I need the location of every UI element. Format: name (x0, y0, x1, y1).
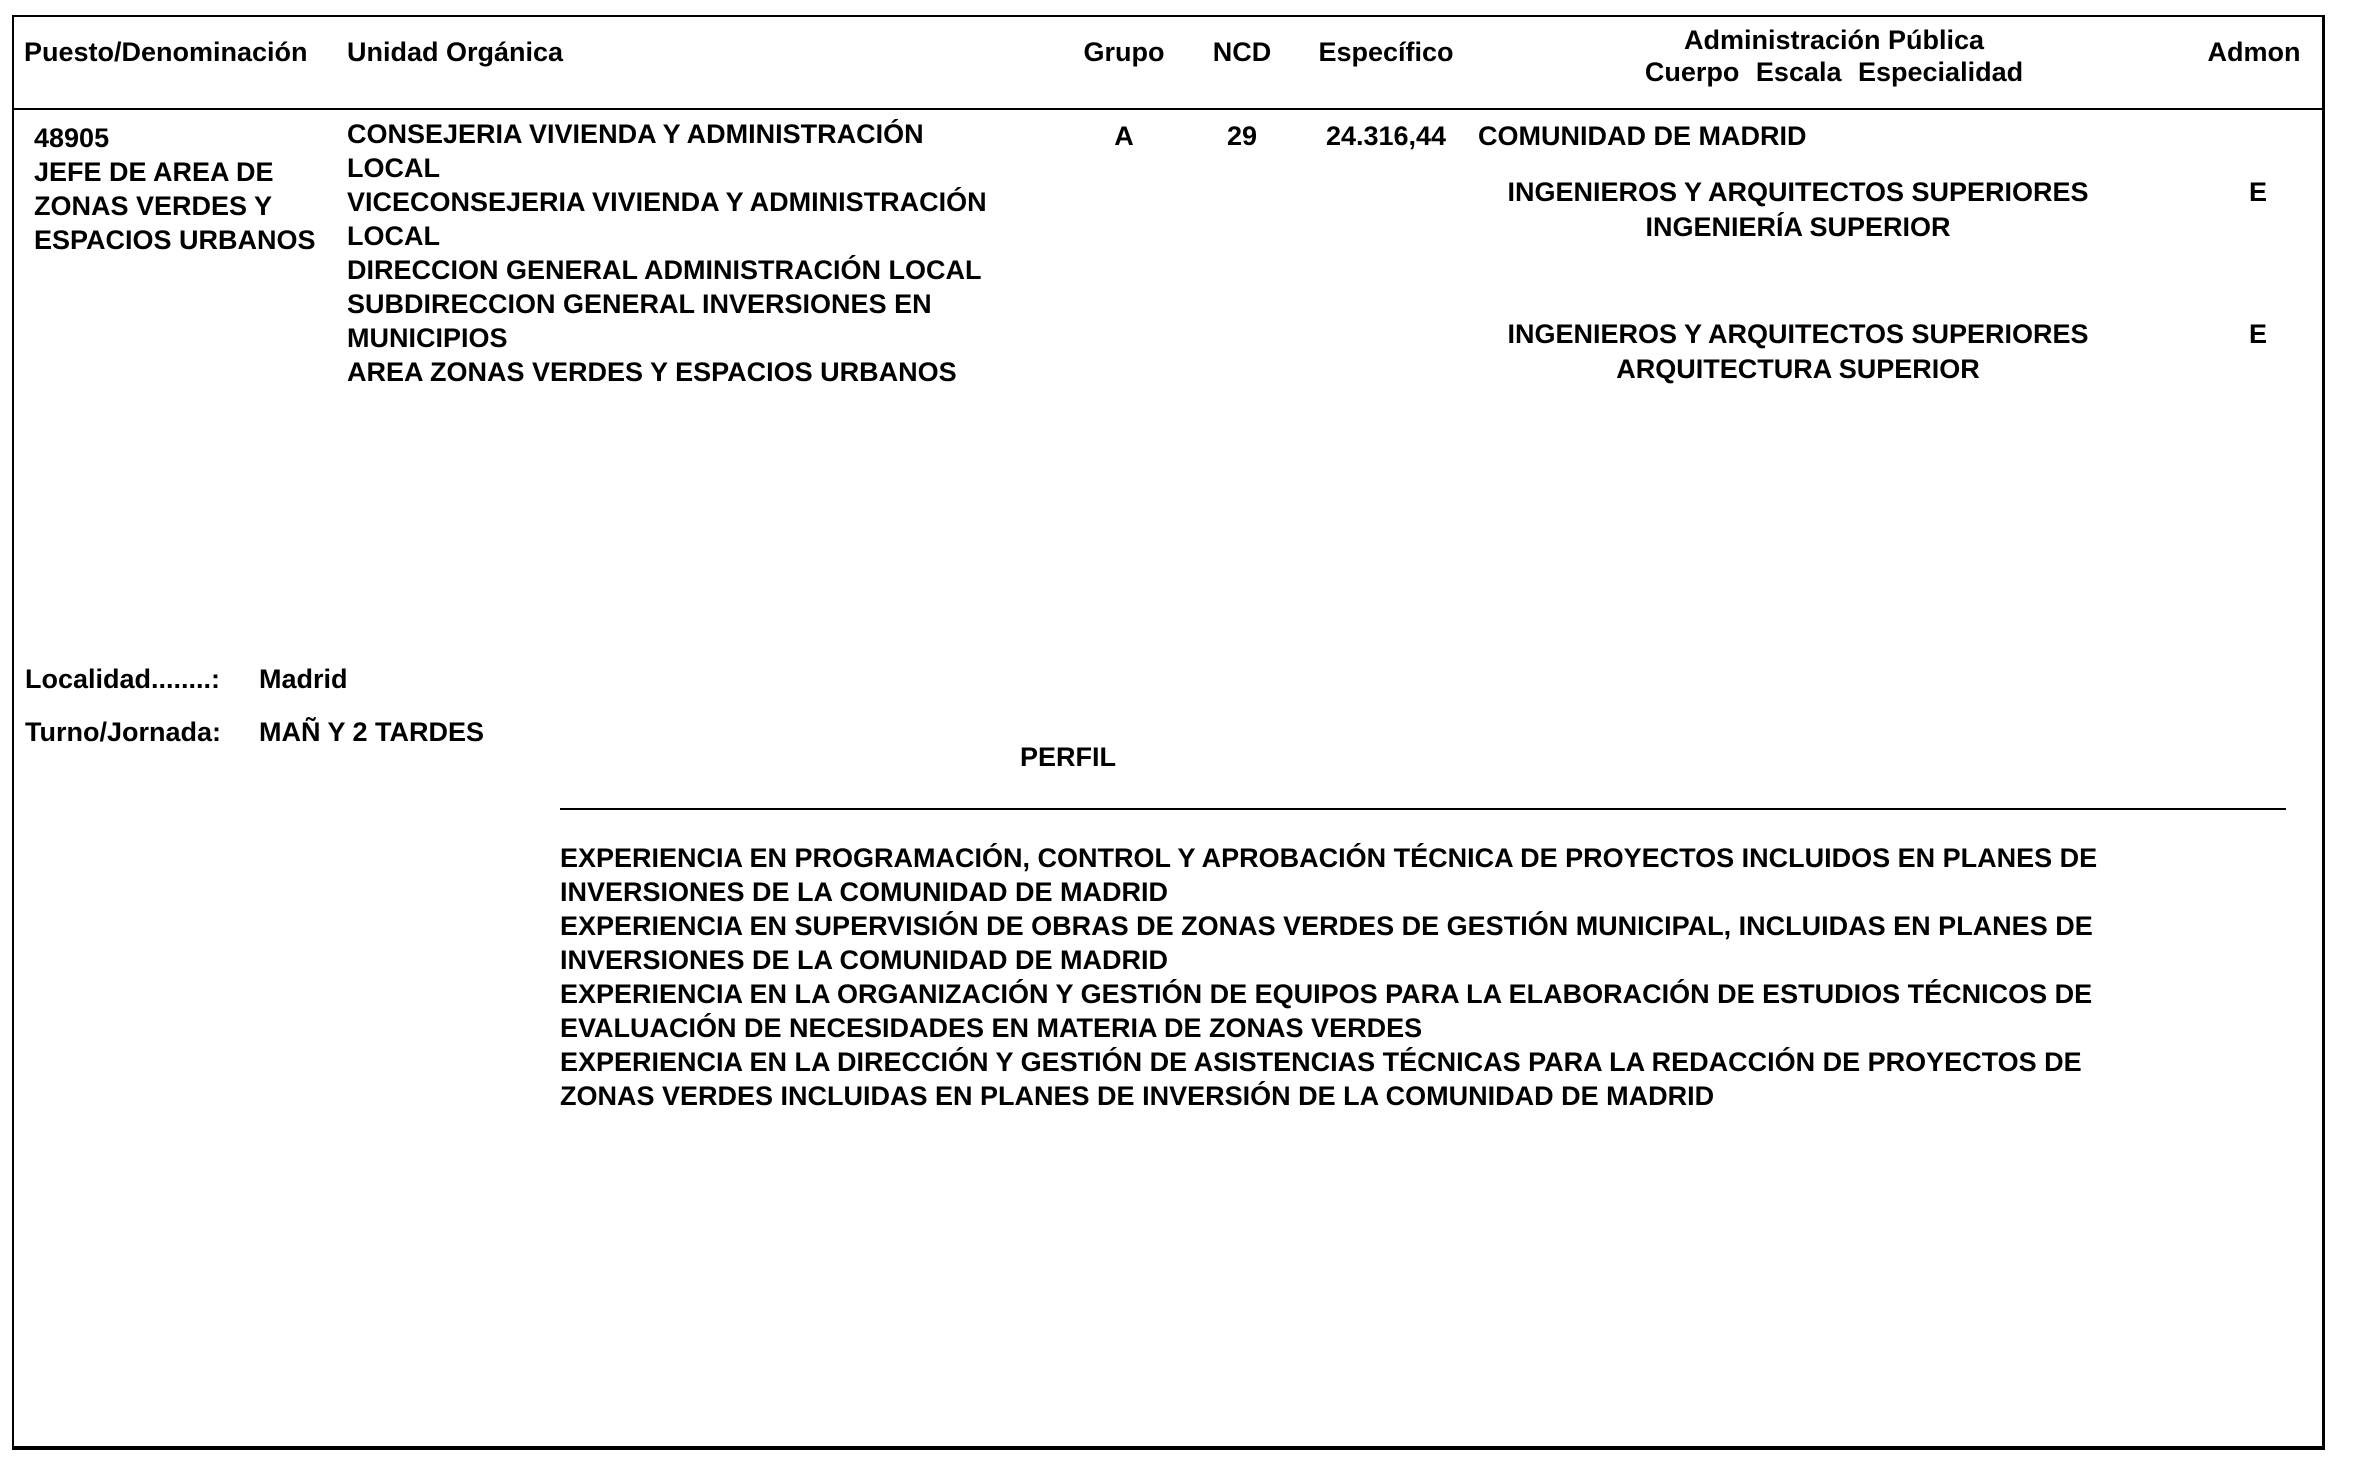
listing-table (12, 15, 2325, 1450)
text-line: INVERSIONES DE LA COMUNIDAD DE MADRID (560, 945, 1169, 975)
text-line: JEFE DE AREA DE (34, 157, 274, 187)
cuerpo-entry-1 (1448, 175, 2327, 247)
text-line: ESPACIOS URBANOS (34, 225, 316, 255)
cuerpo-especialidad-2 (1448, 317, 2148, 387)
header-administracion-publica-line1: Administración Pública (1683, 25, 1985, 55)
cell-especifico: 24.316,44 (1325, 121, 1447, 151)
text-line: AREA ZONAS VERDES Y ESPACIOS URBANOS (347, 357, 957, 387)
cell-puesto-denominacion (34, 121, 354, 257)
cuerpo-especialidad-1 (1448, 175, 2148, 245)
perfil-text (560, 841, 2097, 1113)
text-line: ZONAS VERDES Y (34, 191, 273, 221)
header-ncd: NCD (1212, 37, 1272, 67)
text-line: EXPERIENCIA EN SUPERVISIÓN DE OBRAS DE ZONAS VERDES DE GESTIÓN MUNICIPAL, INCLUIDAS EN PLANES DE (560, 911, 2093, 941)
text-line: ZONAS VERDES INCLUIDAS EN PLANES DE INVERSIÓN DE LA COMUNIDAD DE MADRID (560, 1081, 1715, 1111)
text-line: EXPERIENCIA EN LA DIRECCIÓN Y GESTIÓN DE ASISTENCIAS TÉCNICAS PARA LA REDACCIÓN DE PROYECTOS DE (560, 1047, 2082, 1077)
turno-jornada-value: MAÑ Y 2 TARDES (259, 717, 485, 747)
text-line: EXPERIENCIA EN PROGRAMACIÓN, CONTROL Y APROBACIÓN TÉCNICA DE PROYECTOS INCLUIDOS EN PLANES DE (560, 843, 2098, 873)
text-line: EXPERIENCIA EN LA ORGANIZACIÓN Y GESTIÓN DE EQUIPOS PARA LA ELABORACIÓN DE ESTUDIOS TÉCNICOS DE (560, 979, 2093, 1009)
cell-grupo: A (1114, 121, 1134, 151)
header-administracion-publica (1544, 24, 2124, 88)
header-especifico: Específico (1318, 37, 1454, 67)
admon-value-1: E (2248, 177, 2267, 207)
text-line: EVALUACIÓN DE NECESIDADES EN MATERIA DE ZONAS VERDES (560, 1013, 1423, 1043)
especialidad-name: ARQUITECTURA SUPERIOR (1616, 354, 1980, 384)
text-line: INVERSIONES DE LA COMUNIDAD DE MADRID (560, 877, 1169, 907)
cuerpo-entry-2 (1448, 317, 2327, 389)
text-line: CONSEJERIA VIVIENDA Y ADMINISTRACIÓN (347, 119, 924, 149)
text-line: VICECONSEJERIA VIVIENDA Y ADMINISTRACIÓN (347, 187, 987, 217)
puesto-denominacion (34, 155, 354, 257)
perfil-divider (560, 808, 2286, 810)
header-admon: Admon (2207, 37, 2301, 67)
turno-jornada-label: Turno/Jornada: (25, 717, 222, 747)
text-line: SUBDIRECCION GENERAL INVERSIONES EN (347, 289, 932, 319)
admon-value-2: E (2248, 319, 2267, 349)
text-line: MUNICIPIOS (347, 323, 508, 353)
perfil-title: PERFIL (1019, 742, 1116, 772)
cuerpo-name: INGENIEROS Y ARQUITECTOS SUPERIORES (1507, 177, 2089, 207)
cell-ncd: 29 (1226, 121, 1258, 151)
puesto-codigo: 48905 (34, 123, 110, 153)
cuerpo-name: INGENIEROS Y ARQUITECTOS SUPERIORES (1507, 319, 2089, 349)
header-cuerpo-escala-especialidad: Cuerpo Escala Especialidad (1644, 57, 2024, 87)
header-puesto-denominacion: Puesto/Denominación (24, 37, 308, 67)
text-line: LOCAL (347, 221, 440, 251)
table-header-row (14, 17, 2322, 110)
header-grupo: Grupo (1083, 37, 1165, 67)
text-line: DIRECCION GENERAL ADMINISTRACIÓN LOCAL (347, 255, 982, 285)
text-line: LOCAL (347, 153, 440, 183)
localidad-label: Localidad........: (25, 664, 221, 694)
header-unidad-organica: Unidad Orgánica (347, 37, 564, 67)
localidad-value: Madrid (259, 664, 348, 694)
cell-administracion-publica: COMUNIDAD DE MADRID (1478, 121, 1807, 151)
cell-unidad-organica (347, 117, 987, 389)
especialidad-name: INGENIERÍA SUPERIOR (1645, 212, 1951, 242)
